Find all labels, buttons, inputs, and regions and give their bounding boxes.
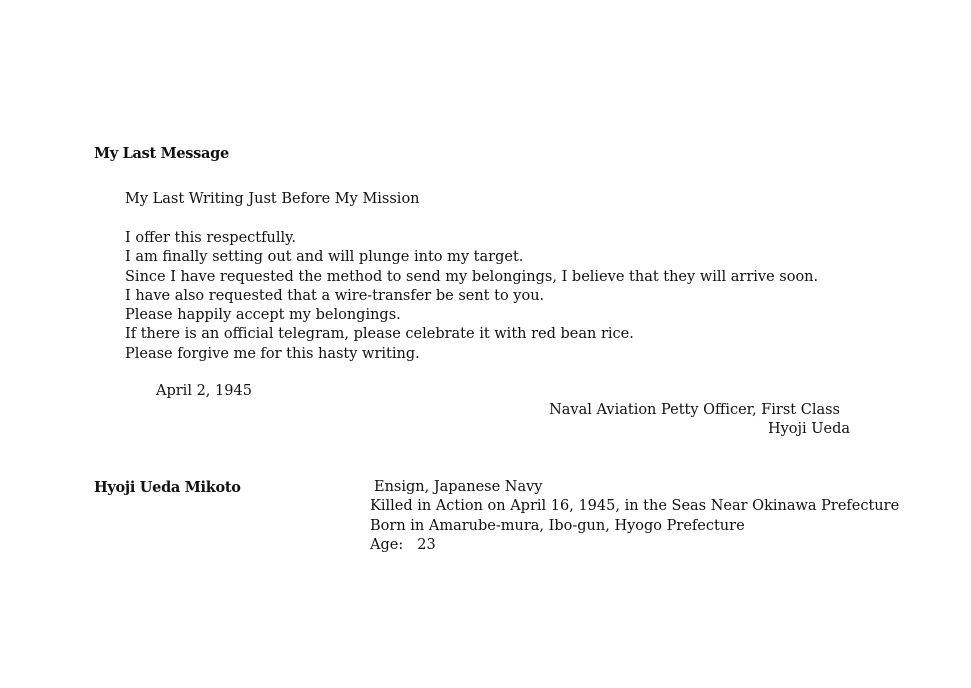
letter-line: I am finally setting out and will plunge into my target. <box>125 249 524 266</box>
profile-details <box>370 478 899 555</box>
profile-name: Hyoji Ueda Mikoto <box>94 479 241 496</box>
signature-name: Hyoji Ueda <box>767 421 850 437</box>
letter-subheading: My Last Writing Just Before My Mission <box>125 191 420 207</box>
signature-rank: Naval Aviation Petty Officer, First Class <box>549 402 840 418</box>
profile-rank: Ensign, Japanese Navy <box>374 479 543 495</box>
letter-line: I have also requested that a wire-transfer be sent to you. <box>125 287 545 304</box>
profile-age-label: Age: <box>370 536 404 553</box>
letter-line: Since I have requested the method to send my belongings, I believe that they will arrive soon. <box>125 268 819 285</box>
profile-birthplace: Born in Amarube-mura, Ibo-gun, Hyogo Prefecture <box>370 517 745 534</box>
letter-date: April 2, 1945 <box>156 383 252 399</box>
letter-line: Please happily accept my belongings. <box>125 307 401 324</box>
document-title: My Last Message <box>94 145 229 162</box>
profile-death: Killed in Action on April 16, 1945, in the Seas Near Okinawa Prefecture <box>370 498 900 515</box>
letter-line: If there is an official telegram, please celebrate it with red bean rice. <box>125 326 634 343</box>
letter-line: Please forgive me for this hasty writing. <box>125 345 420 362</box>
profile-age-value: 23 <box>417 536 436 553</box>
letter-body <box>125 229 818 364</box>
letter-line: I offer this respectfully. <box>125 230 296 246</box>
profile-age <box>370 536 899 555</box>
